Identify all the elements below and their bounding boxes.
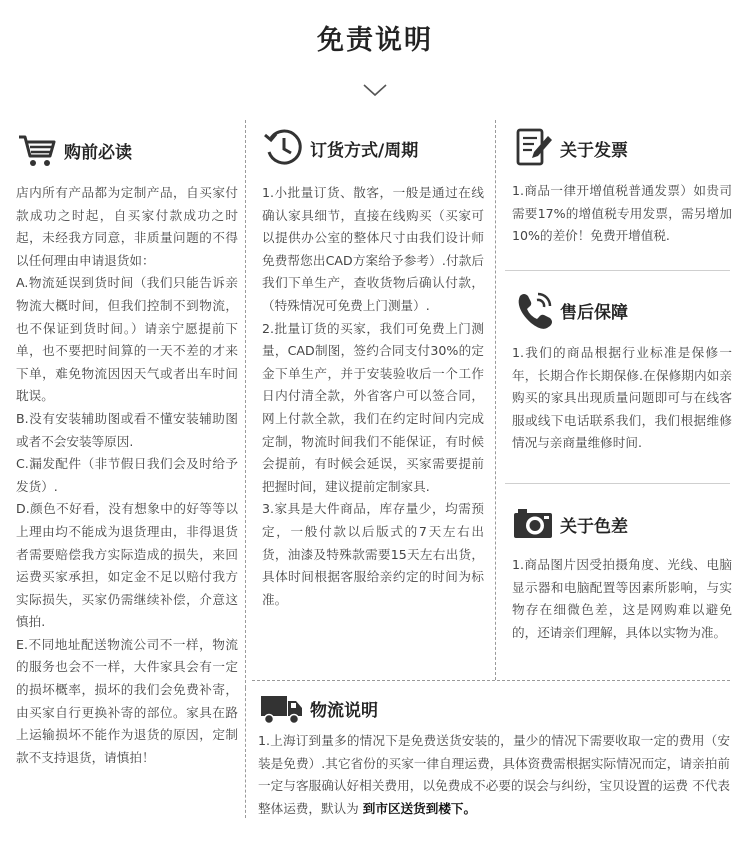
section-body: 1.小批量订货、散客，一般是通过在线确认家具细节，直接在线购买（买家可以提供办公室的整体尺寸由我们设计师免费帮您出CAD方案给予参考）.付款后我们下单生产，查收货物后确认付款，（特殊情况可免费上门测量）. 2.批量订货的买家，我们可免费上门测量，CAD制图，签约合同支付30%的定金下单生产，并于安装验收后一个工作日内付清全款，外省客户可以签合同，网上付款全款，我们在约定时间内完成定制，物流时间我们不能保证，有时候会提前，有时候会延误，买家需要提前把握时间，建议提前定制家具. 3.家具是大件商品，库存量少，均需预定，一般付款以后版式的7天左右出货，油漆及特殊款需要15天左右出货，具体时间根据客服给亲约定的时间为标准。: [262, 185, 484, 607]
section-logistics: [258, 686, 730, 820]
logistics-body-text: 1.上海订到量多的情况下是免费送货安装的，量少的情况下需要收取一定的费用（安装是免费）.其它省份的买家一律自理运费，具体资费需根据实际情况而定，请亲拍前一定与客服确认好相关费用，以免费成不必要的误会与纠纷，宝贝设置的运费 不代表整体运费，默认为: [258, 733, 730, 816]
section-divider-aftersales: [505, 483, 730, 484]
invoice-pen-icon: [512, 126, 556, 170]
section-pre-purchase: [16, 128, 238, 769]
section-divider-logistics: [252, 680, 730, 681]
section-after-sales: [512, 288, 732, 455]
logistics-highlight: 到市区送货到楼下。: [362, 800, 477, 816]
camera-icon: [512, 502, 556, 546]
truck-icon: [258, 686, 306, 730]
section-ordering: [262, 126, 484, 611]
section-header: [258, 686, 730, 730]
section-body: 1.商品图片因受拍摄角度、光线、电脑显示器和电脑配置等因素所影响，与实物存在细微色差，这是网购难以避免的，还请亲们理解，具体以实物为准。: [512, 557, 732, 640]
section-title: 售后保障: [560, 302, 628, 323]
section-body: 店内所有产品都为定制产品，自买家付款成功之时起，自买家付款成功之时起，未经我方同意，非质量问题的不得以任何理由申请退货如： A.物流延误到货时间（我们只能告诉亲物流大概时间，但我们控制不到物流，也不保证到货时间。）请亲宁愿提前下单，也不要把时间算的一天不差的才来下单，难免物流因因天气或者出车时间耽误。 B.没有安装辅助图或看不懂安装辅助图或者不会安装等原因. C.漏发配件（非节假日我们会及时给予发货）. D.颜色不好看，没有想象中的好等等以上理由均不能成为退货理由，非得退货者需要赔偿我方实际造成的损失，来回运费买家承担，如定金不足以赔付我方实际损失，买家仍需继续补偿，介意这慎拍. E.不同地址配送物流公司不一样，物流的服务也会不一样，大件家具会有一定的损坏概率，损坏的我们会免费补寄，由买家自行更换补寄的部位。家具在路上运输损坏不能作为退货的原因，定制款不支持退货，请慎拍！: [16, 185, 238, 765]
section-title: 订货方式/周期: [310, 140, 419, 161]
page-title: 免责说明: [317, 25, 433, 56]
column-divider-right: [495, 120, 496, 680]
section-header: [512, 288, 732, 332]
column-divider-left: [245, 120, 246, 688]
phone-icon: [512, 288, 556, 332]
section-header: [262, 126, 484, 170]
section-body: [258, 730, 730, 820]
section-title: 关于发票: [560, 140, 628, 161]
section-body: 1.商品一律开增值税普通发票）如贵司需要17%的增值税专用发票，需另增加10%的差价！免费开增值税.: [512, 183, 732, 244]
section-title: 物流说明: [310, 700, 378, 721]
section-body: 1.我们的商品根据行业标准是保修一年，长期合作长期保修.在保修期内如亲购买的家具出现质量问题即可与在线客服或线下电话联系我们，我们根据维修情况与亲商量维修时间.: [512, 345, 732, 451]
section-title: 购前必读: [64, 142, 132, 163]
section-divider-invoice: [505, 270, 730, 271]
section-header: [16, 128, 238, 172]
section-header: [512, 502, 732, 546]
clock-history-icon: [262, 126, 306, 170]
shopping-cart-icon: [16, 128, 60, 172]
column-divider-bottom: [245, 688, 246, 818]
section-title: 关于色差: [560, 516, 628, 537]
section-color-diff: [512, 502, 732, 644]
chevron-down-icon: [362, 83, 388, 97]
section-invoice: [512, 126, 732, 248]
section-header: [512, 126, 732, 170]
